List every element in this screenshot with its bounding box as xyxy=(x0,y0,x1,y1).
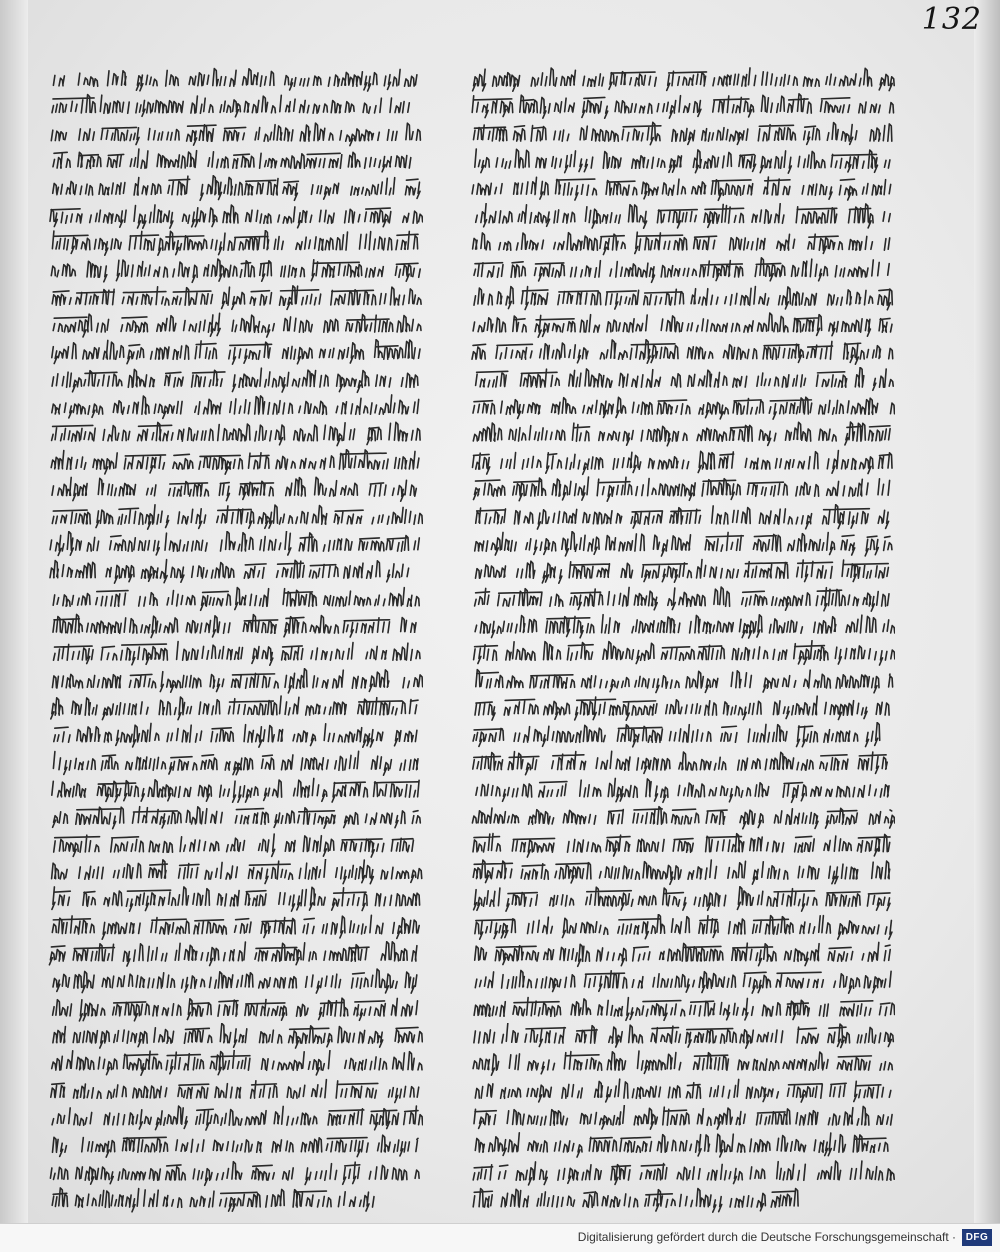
manuscript-line xyxy=(470,66,895,93)
handwriting-strokes xyxy=(52,668,422,692)
manuscript-line xyxy=(48,640,423,667)
manuscript-line xyxy=(470,531,895,558)
handwriting-strokes xyxy=(50,1161,419,1185)
manuscript-line xyxy=(470,832,895,859)
manuscript-line xyxy=(48,394,423,421)
handwriting-strokes xyxy=(474,286,892,309)
manuscript-line xyxy=(48,1105,423,1132)
handwriting-strokes xyxy=(51,259,420,282)
handwriting-strokes xyxy=(52,887,420,911)
handwriting-strokes xyxy=(49,942,417,966)
handwriting-strokes xyxy=(475,531,892,556)
handwriting-strokes xyxy=(51,1079,419,1102)
handwriting-strokes xyxy=(474,477,890,501)
manuscript-line xyxy=(470,257,895,284)
manuscript-line xyxy=(48,968,423,995)
handwriting-strokes xyxy=(52,859,422,883)
manuscript-line xyxy=(48,367,423,394)
manuscript-line xyxy=(470,1187,895,1214)
manuscript-line xyxy=(48,1023,423,1050)
handwriting-strokes xyxy=(52,778,419,802)
manuscript-line xyxy=(48,285,423,312)
handwriting-strokes xyxy=(53,751,418,775)
handwriting-strokes xyxy=(52,915,419,939)
manuscript-line xyxy=(470,312,895,339)
handwriting-strokes xyxy=(472,177,891,200)
handwriting-strokes xyxy=(52,504,422,528)
handwriting-strokes xyxy=(53,998,418,1021)
manuscript-line xyxy=(470,421,895,448)
manuscript-line xyxy=(48,832,423,859)
handwriting-strokes xyxy=(53,969,417,993)
handwriting-strokes xyxy=(473,1161,894,1185)
handwriting-strokes xyxy=(475,942,891,966)
manuscript-line xyxy=(48,1078,423,1105)
handwriting-strokes xyxy=(473,397,895,419)
manuscript-line xyxy=(470,586,895,613)
manuscript-line xyxy=(470,668,895,695)
manuscript-line xyxy=(48,203,423,230)
manuscript-line xyxy=(48,121,423,148)
manuscript-line xyxy=(48,668,423,695)
handwriting-strokes xyxy=(473,751,887,774)
manuscript-line xyxy=(48,449,423,476)
handwriting-strokes xyxy=(51,696,418,720)
handwriting-strokes xyxy=(476,367,894,390)
manuscript-line xyxy=(470,695,895,722)
handwriting-strokes xyxy=(52,1188,374,1212)
handwriting-strokes xyxy=(474,122,892,144)
handwriting-strokes xyxy=(52,286,421,310)
manuscript-line xyxy=(470,93,895,120)
manuscript-line xyxy=(48,476,423,503)
manuscript-line xyxy=(470,613,895,640)
handwriting-strokes xyxy=(53,587,419,610)
manuscript-line xyxy=(48,996,423,1023)
manuscript-line xyxy=(48,339,423,366)
manuscript-line xyxy=(48,804,423,831)
binding-edge-left xyxy=(0,0,28,1224)
manuscript-line xyxy=(470,750,895,777)
manuscript-line xyxy=(470,148,895,175)
manuscript-line xyxy=(470,285,895,312)
handwriting-strokes xyxy=(473,860,890,884)
footer-bar xyxy=(0,1223,1000,1252)
manuscript-line xyxy=(48,257,423,284)
handwriting-strokes xyxy=(473,1189,798,1213)
handwriting-strokes xyxy=(476,669,893,692)
handwriting-strokes xyxy=(52,230,418,255)
handwriting-strokes xyxy=(50,205,423,228)
handwriting-strokes xyxy=(53,149,411,172)
handwriting-strokes xyxy=(52,1051,422,1076)
handwriting-strokes xyxy=(473,723,880,747)
manuscript-line xyxy=(48,859,423,886)
manuscript-line xyxy=(470,1105,895,1132)
handwriting-strokes xyxy=(53,807,421,829)
handwriting-strokes xyxy=(474,258,889,283)
manuscript-line xyxy=(470,996,895,1023)
manuscript-line xyxy=(470,230,895,257)
handwriting-strokes xyxy=(53,614,416,637)
handwriting-strokes xyxy=(53,1023,422,1048)
handwriting-strokes xyxy=(476,203,891,228)
handwriting-strokes xyxy=(475,1079,891,1102)
handwriting-strokes xyxy=(476,560,889,584)
handwriting-strokes xyxy=(472,94,893,118)
manuscript-line xyxy=(48,66,423,93)
handwriting-strokes xyxy=(53,176,420,201)
handwriting-strokes xyxy=(474,1106,892,1129)
handwriting-strokes xyxy=(51,449,419,474)
manuscript-line xyxy=(48,695,423,722)
handwriting-strokes xyxy=(473,68,895,91)
handwriting-strokes xyxy=(475,615,895,638)
manuscript-line xyxy=(470,1023,895,1050)
manuscript-line xyxy=(48,1160,423,1187)
handwriting-strokes xyxy=(52,368,418,392)
manuscript-line xyxy=(470,121,895,148)
handwriting-strokes xyxy=(473,450,893,474)
manuscript-line xyxy=(470,449,895,476)
manuscript-line xyxy=(470,1078,895,1105)
handwriting-strokes xyxy=(53,1136,419,1158)
manuscript-line xyxy=(470,476,895,503)
manuscript-line xyxy=(48,777,423,804)
handwriting-strokes xyxy=(473,1051,892,1075)
handwriting-strokes xyxy=(476,778,889,802)
handwriting-strokes xyxy=(473,313,892,337)
manuscript-line xyxy=(470,722,895,749)
handwriting-strokes xyxy=(51,123,420,145)
handwriting-strokes xyxy=(475,149,890,173)
manuscript-line xyxy=(470,558,895,585)
manuscript-line xyxy=(470,1160,895,1187)
manuscript-line xyxy=(48,941,423,968)
manuscript-line xyxy=(470,640,895,667)
manuscript-line xyxy=(470,1132,895,1159)
manuscript-line xyxy=(48,1050,423,1077)
handwriting-strokes xyxy=(52,423,421,446)
handwriting-strokes xyxy=(53,313,421,337)
manuscript-line xyxy=(48,722,423,749)
handwriting-strokes xyxy=(472,340,893,365)
handwriting-strokes xyxy=(52,477,416,501)
handwriting-strokes xyxy=(475,587,889,611)
handwriting-strokes xyxy=(472,807,894,829)
handwriting-strokes xyxy=(53,69,417,91)
manuscript-line xyxy=(470,1050,895,1077)
handwriting-strokes xyxy=(475,1133,888,1157)
manuscript-line xyxy=(48,93,423,120)
manuscript-line xyxy=(48,886,423,913)
manuscript-line xyxy=(48,1132,423,1159)
manuscript-line xyxy=(48,558,423,585)
folio-number: 132 xyxy=(921,2,982,37)
manuscript-line xyxy=(470,968,895,995)
handwriting-strokes xyxy=(474,641,895,665)
funding-credit: Digitalisierung gefördert durch die Deutsche Forschungsgemeinschaft · xyxy=(577,1230,956,1244)
manuscript-line xyxy=(470,339,895,366)
handwriting-strokes xyxy=(475,914,892,939)
manuscript-line xyxy=(470,941,895,968)
handwriting-strokes xyxy=(52,1106,423,1130)
handwriting-strokes xyxy=(475,696,889,720)
manuscript-line xyxy=(48,531,423,558)
manuscript-line xyxy=(470,504,895,531)
manuscript-line xyxy=(470,394,895,421)
manuscript-line xyxy=(48,175,423,202)
binding-edge-right xyxy=(974,0,1000,1224)
handwriting-strokes xyxy=(50,531,419,555)
handwriting-strokes xyxy=(476,504,889,528)
left-text-column xyxy=(48,66,423,1216)
handwriting-strokes xyxy=(52,340,420,365)
manuscript-line xyxy=(470,914,895,941)
manuscript-line xyxy=(470,777,895,804)
manuscript-line xyxy=(48,914,423,941)
dfg-logo: DFG xyxy=(962,1229,992,1246)
manuscript-line xyxy=(470,367,895,394)
handwriting-strokes xyxy=(54,724,417,748)
manuscript-line xyxy=(48,586,423,613)
right-text-column xyxy=(470,66,895,1216)
handwriting-strokes xyxy=(473,423,890,447)
manuscript-line xyxy=(470,859,895,886)
handwriting-strokes xyxy=(473,232,890,254)
handwriting-strokes xyxy=(54,642,421,666)
manuscript-line xyxy=(48,1187,423,1214)
handwriting-strokes xyxy=(474,1023,893,1048)
manuscript-line xyxy=(48,750,423,777)
handwriting-strokes xyxy=(52,95,409,117)
manuscript-line xyxy=(48,613,423,640)
manuscript-line xyxy=(48,421,423,448)
manuscript-line xyxy=(470,175,895,202)
handwriting-strokes xyxy=(474,887,890,911)
manuscript-line xyxy=(48,148,423,175)
manuscript-line xyxy=(48,312,423,339)
manuscript-line xyxy=(470,886,895,913)
handwriting-strokes xyxy=(52,395,419,418)
manuscript-line xyxy=(48,504,423,531)
handwriting-strokes xyxy=(473,833,890,856)
handwriting-strokes xyxy=(54,834,414,857)
manuscript-line xyxy=(470,203,895,230)
handwriting-strokes xyxy=(474,997,894,1020)
handwriting-strokes xyxy=(475,971,891,994)
manuscript-line xyxy=(48,230,423,257)
manuscript-line xyxy=(470,804,895,831)
handwriting-strokes xyxy=(50,560,409,583)
